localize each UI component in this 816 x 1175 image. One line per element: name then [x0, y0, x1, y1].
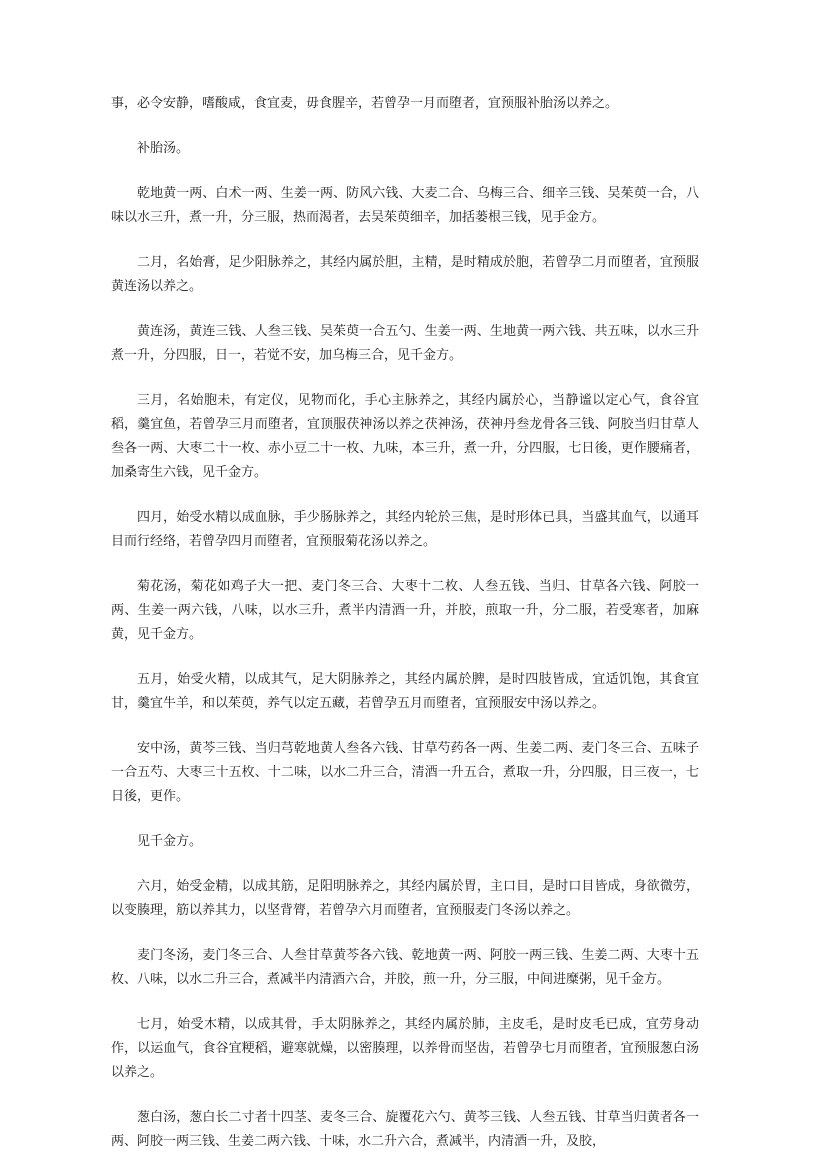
paragraph: 二月，名始膏，足少阳脉养之，其经内属於胆，主精，是时精成於胞，若曾孕二月而堕者，宜预服黄连汤以养之。	[111, 255, 699, 294]
document-body	[111, 92, 699, 1175]
paragraph-continued: 事，必令安静，嗜酸咸，食宜麦，毋食腥辛，若曾孕一月而堕者，宜预服补胎汤以养之。	[111, 96, 619, 111]
paragraph: 五月，始受火精，以成其气，足大阴脉养之，其经内属於脾，是时四肢皆成，宜适饥饱，其食宜甘，羹宜牛羊，和以茱萸，养气以定五藏，若曾孕五月而堕者，宜预服安中汤以养之。	[111, 672, 699, 711]
paragraph: 麦门冬汤，麦门冬三合、人叁甘草黄芩各六钱、乾地黄一两、阿胶一两三钱、生姜二两、大枣十五枚、八味，以水二升三合，煮减半内清酒六合，并胶，煎一升，分三服，中间进糜粥，见千金方。	[111, 948, 699, 987]
paragraph: 黄连汤，黄连三钱、人叁三钱、吴茱萸一合五勺、生姜一两、生地黄一两六钱、共五味，以水三升煮一升，分四服，日一，若觉不安，加乌梅三合，见千金方。	[111, 324, 699, 363]
paragraph: 四月，始受水精以成血脉，手少肠脉养之，其经内轮於三焦，是时形体已具，当盛其血气，以通耳目而行经络，若曾孕四月而堕者，宜预服菊花汤以养之。	[111, 510, 699, 549]
paragraph-heading-butai-tang: 补胎汤。	[137, 141, 190, 156]
paragraph: 七月，始受木精，以成其骨，手太阴脉养之，其经内属於肺，主皮毛，是时皮毛已成，宜劳身动作，以运血气，食谷宜粳稻，避寒就燥，以密腠理，以养骨而坚齿，若曾孕七月而堕者，宜预服葱白汤以养之。	[111, 1017, 699, 1080]
paragraph: 安中汤，黄芩三钱、当归芎乾地黄人叁各六钱、甘草芍药各一两、生姜二两、麦门冬三合、五味子一合五芍、大枣三十五枚、十二味，以水二升三合，清酒一升五合，煮取一升，分四服，日三夜一，七日後，更作。	[111, 741, 699, 804]
paragraph: 葱白汤，葱白长二寸者十四茎、麦冬三合、旋覆花六勺、黄芩三钱、人叁五钱、甘草当归黄者各一两、阿胶一两三钱、生姜二两六钱、十味，水二升六合，煮减半，内清酒一升，及胶，	[111, 1110, 699, 1149]
paragraph: 菊花汤，菊花如鸡子大一把、麦门冬三合、大枣十二枚、人叁五钱、当归、甘草各六钱、阿胶一两、生姜一两六钱，八味，以水三升，煮半内清酒一升，并胶，煎取一升，分二服，若受寒者，加麻黄，见千金方。	[111, 579, 699, 642]
paragraph: 三月，名始胞未，有定仪，见物而化，手心主脉养之，其经内属於心，当静谧以定心气，食谷宜稻，羹宜鱼，若曾孕三月而堕者，宜顶服茯神汤以养之茯神汤，茯神丹叁龙骨各三钱、阿胶当归甘草人叁各一两、大枣二十一枚、赤小豆二十一枚、九味，本三升，煮一升，分四服，七日後，更作腰痛者，加桑寄生六钱，见千金方。	[111, 393, 699, 480]
paragraph: 见千金方。	[137, 834, 203, 849]
paragraph: 六月，始受金精，以成其筋，足阳明脉养之，其经内属於胃，主口目，是时口目皆成，身欲微劳，以变腠理，筋以养其力，以坚背膂，若曾孕六月而堕者，宜预服麦门冬汤以养之。	[111, 879, 699, 918]
paragraph: 乾地黄一两、白术一两、生姜一两、防风六钱、大麦二合、乌梅三合、细辛三钱、吴茱萸一合，八味以水三升，煮一升，分三服，热而渴者，去吴茱萸细辛，加括蒌根三钱，见手金方。	[111, 186, 699, 225]
